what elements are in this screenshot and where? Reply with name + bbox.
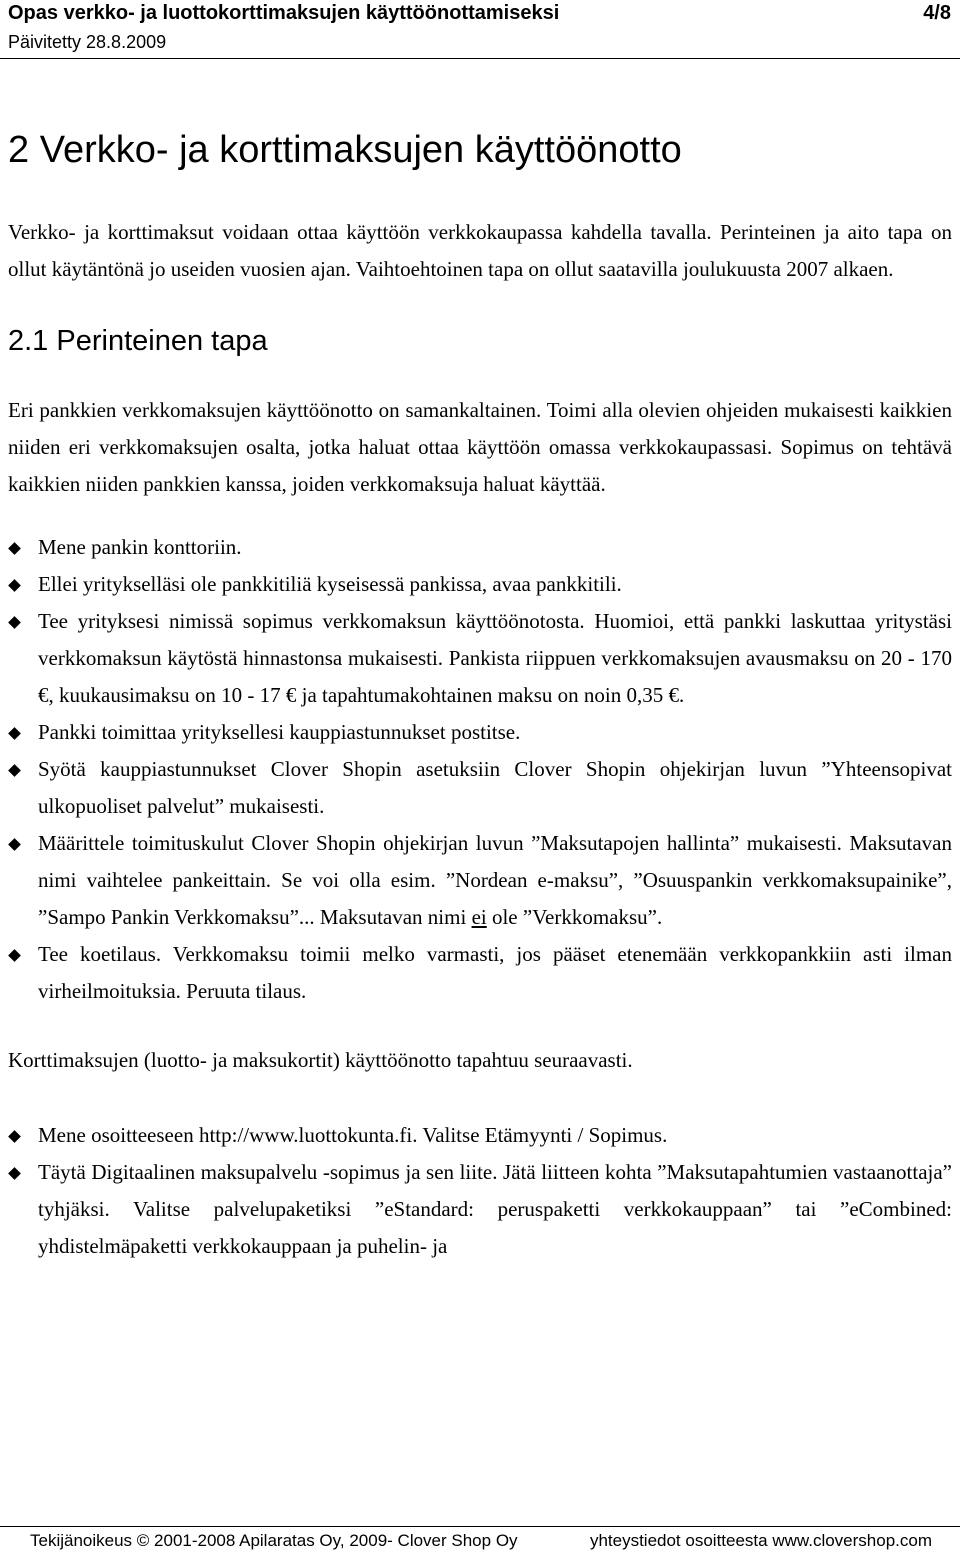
diamond-bullet-icon <box>8 727 21 740</box>
list-item <box>8 751 952 825</box>
underlined-word: ei <box>471 905 487 929</box>
list-item-text: Tee yrityksesi nimissä sopimus verkkomaksun käyttöönotosta. Huomioi, että pankki laskuttaa yritystäsi verkkomaksun käytöstä hinnastonsa mukaisesti. Pankista riippuen verkkomaksujen avausmaksu on 20 - 170 €, kuukausimaksu on 10 - 17 € ja tapahtumakohtainen maksu on noin 0,35 €. <box>38 609 952 707</box>
chapter-intro: Verkko- ja korttimaksut voidaan ottaa käyttöön verkkokaupassa kahdella tavalla. Perinteinen ja aito tapa on ollut käytäntönä jo useiden vuosien ajan. Vaihtoehtoinen tapa on ollut saatavilla joulukuusta 2007 alkaen. <box>8 220 952 281</box>
list-item <box>8 529 952 566</box>
diamond-bullet-icon <box>8 542 21 555</box>
diamond-bullet-icon <box>8 616 21 629</box>
updated-date: Päivitetty 28.8.2009 <box>8 32 167 52</box>
diamond-bullet-icon <box>8 579 21 592</box>
document-title: Opas verkko- ja luottokorttimaksujen käyttöönottamiseksi <box>8 2 560 24</box>
list-item <box>8 603 952 714</box>
header-divider <box>0 58 960 59</box>
main-content <box>8 126 952 1265</box>
list-item-text-part: Määrittele toimituskulut Clover Shopin ohjekirjan luvun ”Maksutapojen hallinta” mukaisesti. Maksutavan nimi vaihtelee pankeittain. Se voi olla esim. ”Nordean e-maksu”, ”Osuuspankin verkkomaksupainike”, ”Sampo Pankin Verkkomaksu”... Maksutavan nimi <box>38 831 952 929</box>
bank-steps-list <box>8 529 952 1010</box>
card-steps-list <box>8 1117 952 1265</box>
diamond-bullet-icon <box>8 838 21 851</box>
chapter-title: 2 Verkko- ja korttimaksujen käyttöönotto <box>8 129 682 171</box>
list-item <box>8 936 952 1010</box>
list-item-text: Täytä Digitaalinen maksupalvelu -sopimus ja sen liite. Jätä liitteen kohta ”Maksutapahtumien vastaanottaja” tyhjäksi. Valitse palvelupaketiksi ”eStandard: peruspaketti verkkokauppaan” tai ”eCombined: yhdistelmäpaketti verkkokauppaan ja puhelin- ja <box>38 1160 952 1258</box>
list-item <box>8 714 952 751</box>
list-item-text: Mene osoitteeseen http://www.luottokunta.fi. Valitse Etämyynti / Sopimus. <box>38 1123 668 1147</box>
list-item-text: Mene pankin konttoriin. <box>38 535 242 559</box>
list-item <box>8 1117 952 1154</box>
section-title: 2.1 Perinteinen tapa <box>8 325 268 357</box>
list-item <box>8 566 952 603</box>
section-intro: Eri pankkien verkkomaksujen käyttöönotto on samankaltainen. Toimi alla olevien ohjeiden mukaisesti kaikkien niiden eri verkkomaksujen osalta, jotka haluat ottaa käyttöön omassa verkkokaupassasi. Sopimus on tehtävä kaikkien niiden pankkien kanssa, joiden verkkomaksuja haluat käyttää. <box>8 398 952 496</box>
list-item-text: Pankki toimittaa yrityksellesi kauppiastunnukset postitse. <box>38 720 521 744</box>
list-item-text: Syötä kauppiastunnukset Clover Shopin asetuksiin Clover Shopin ohjekirjan luvun ”Yhteensopivat ulkopuoliset palvelut” mukaisesti. <box>38 757 952 818</box>
diamond-bullet-icon <box>8 764 21 777</box>
diamond-bullet-icon <box>8 1167 21 1180</box>
list-item-text: Ellei yritykselläsi ole pankkitiliä kyseisessä pankissa, avaa pankkitili. <box>38 572 622 596</box>
card-payments-intro: Korttimaksujen (luotto- ja maksukortit) käyttöönotto tapahtuu seuraavasti. <box>8 1048 633 1072</box>
footer-copyright: Tekijänoikeus © 2001-2008 Apilaratas Oy, 2009- Clover Shop Oy <box>30 1531 518 1550</box>
diamond-bullet-icon <box>8 949 21 962</box>
footer-divider <box>0 1526 960 1527</box>
page-header <box>0 0 960 60</box>
list-item <box>8 825 952 936</box>
list-item-text <box>38 831 952 929</box>
list-item <box>8 1154 952 1265</box>
list-item-text-part: ole ”Verkkomaksu”. <box>486 905 663 929</box>
page-number: 4/8 <box>923 2 951 24</box>
footer-contact: yhteystiedot osoitteesta www.clovershop.com <box>589 1531 932 1550</box>
diamond-bullet-icon <box>8 1130 21 1143</box>
list-item-text: Tee koetilaus. Verkkomaksu toimii melko varmasti, jos pääset etenemään verkkopankkiin asti ilman virheilmoituksia. Peruuta tilaus. <box>38 942 952 1003</box>
